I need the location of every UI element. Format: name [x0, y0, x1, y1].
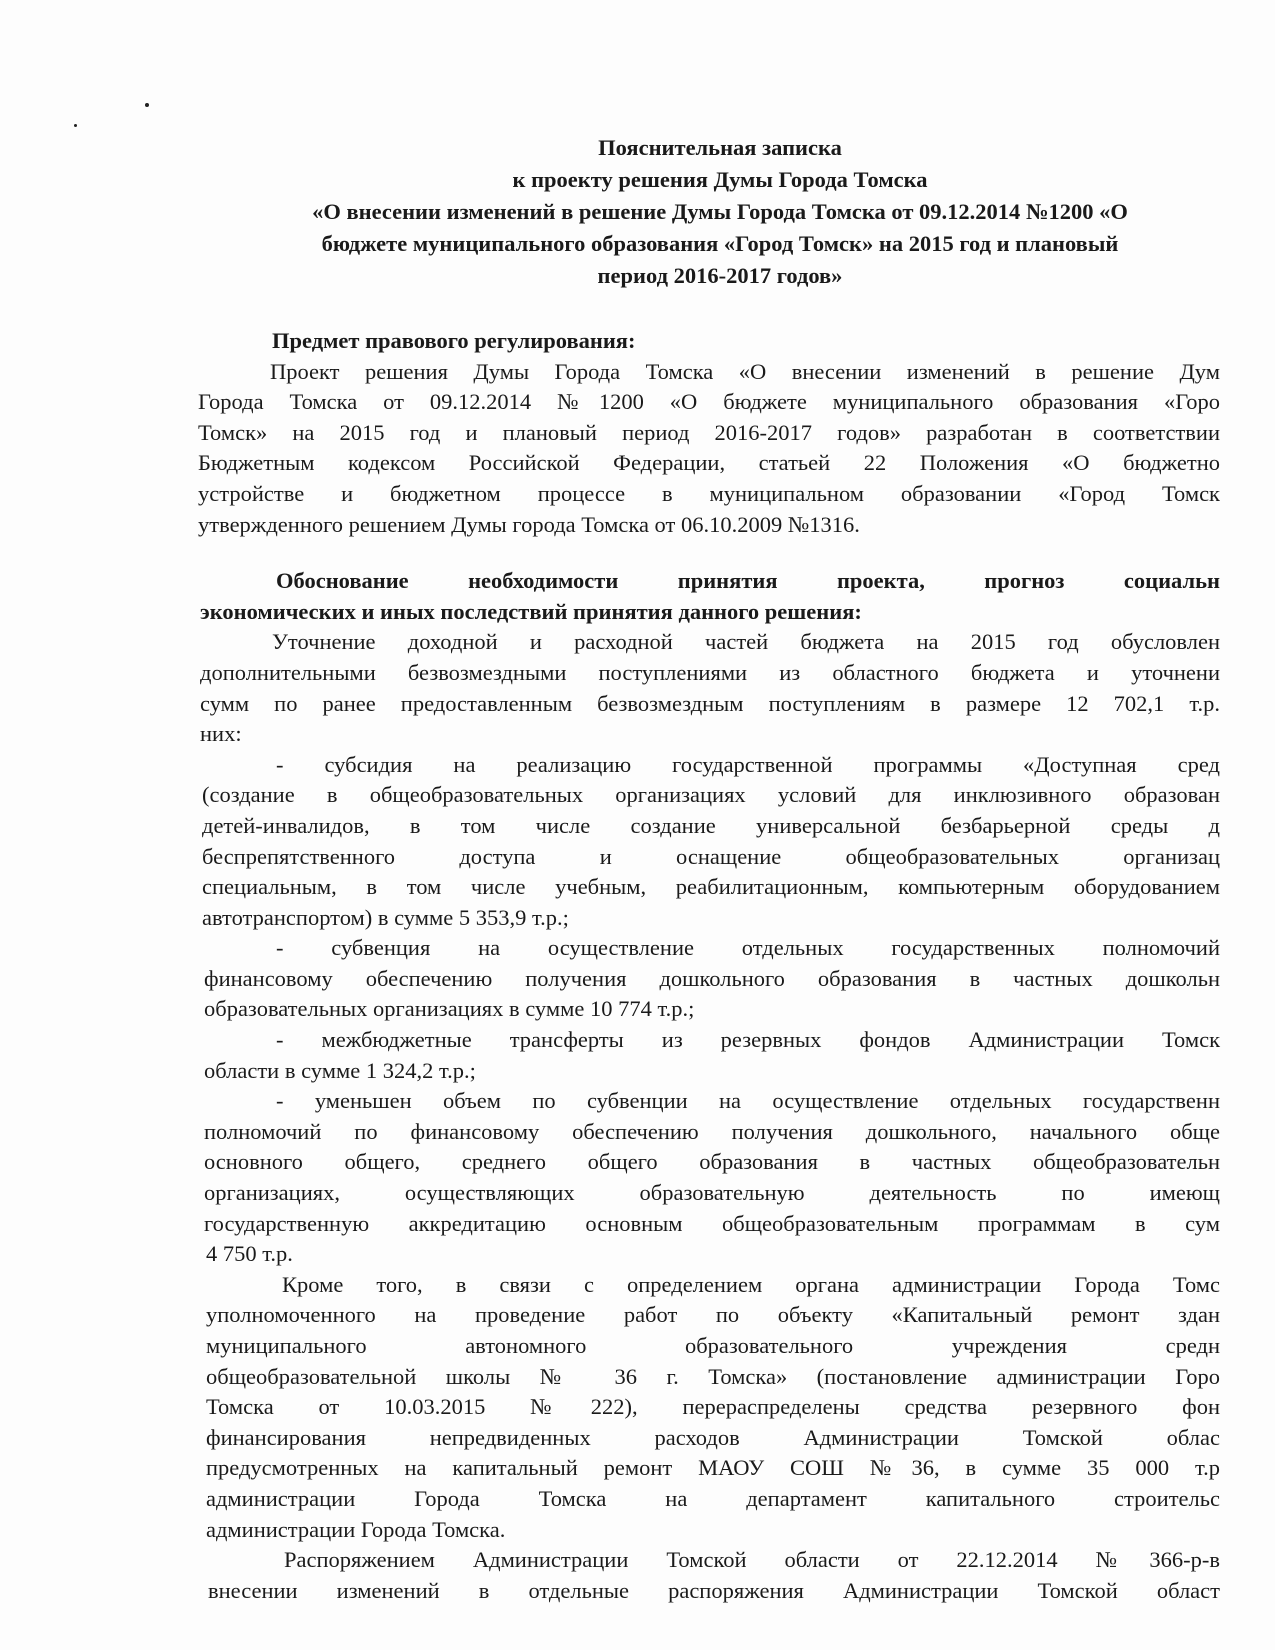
text-line-content: уполномоченного на проведение работ по объекту «Капитальный ремонт здан [206, 1302, 1220, 1328]
text-line [0, 1423, 1275, 1454]
text-line [0, 872, 1275, 903]
text-line [0, 1025, 1275, 1056]
text-line [0, 1086, 1275, 1117]
text-line-content: - субвенция на осуществление отдельных государственных полномочий [276, 935, 1220, 961]
scan-speck [74, 124, 77, 127]
text-line [0, 387, 1275, 418]
title-line: период 2016-2017 годов» [597, 263, 843, 288]
text-line [0, 418, 1275, 449]
text-line-content: полномочий по финансовому обеспечению получения дошкольного, начального обще [204, 1118, 1220, 1144]
section-heading-text: экономических и иных последствий принятия данного решения: [200, 598, 862, 624]
text-line-content: специальным, в том числе учебным, реабилитационным, компьютерным оборудованием [202, 874, 1220, 900]
document-header [160, 132, 1275, 292]
text-line-content: автотранспортом) в сумме 5 353,9 т.р.; [202, 904, 569, 930]
text-line-content: администрации Города Томска. [206, 1516, 506, 1542]
text-line [0, 1300, 1275, 1331]
text-line [0, 842, 1275, 873]
text-line [0, 689, 1275, 720]
text-line [0, 1545, 1275, 1576]
section-heading-text: Обоснование необходимости принятия проекта, прогноз социальн [276, 568, 1220, 594]
text-line [0, 1331, 1275, 1362]
text-line [0, 448, 1275, 479]
text-line-content: - уменьшен объем по субвенции на осуществление отдельных государственн [276, 1088, 1220, 1114]
section-heading-text: Предмет правового регулирования: [272, 328, 636, 353]
text-line-content: предусмотренных на капитальный ремонт МАОУ СОШ №36, в сумме 35 000 т.р [206, 1455, 1220, 1481]
text-line [0, 1576, 1275, 1607]
text-line [0, 933, 1275, 964]
text-line [0, 627, 1275, 658]
text-line [0, 903, 1275, 934]
text-line-content: утвержденного решением Думы города Томска от 06.10.2009 №1316. [198, 511, 860, 537]
text-line-content: дополнительными безвозмездными поступлениями из областного бюджета и уточнени [200, 659, 1220, 685]
text-line-content: образовательных организациях в сумме 10 774 т.р.; [204, 996, 695, 1022]
text-line-content: Уточнение доходной и расходной частей бюджета на 2015 год обусловлен [272, 629, 1220, 655]
text-line [0, 1270, 1275, 1301]
text-line-content: основного общего, среднего общего образования в частных общеобразовательн [204, 1149, 1220, 1175]
text-line-content: Проект решения Думы Города Томска «О внесении изменений в решение Дум [270, 358, 1220, 384]
text-line [0, 1117, 1275, 1148]
text-line [0, 658, 1275, 689]
text-line-content: Бюджетным кодексом Российской Федерации, статьей 22 Положения «О бюджетно [198, 450, 1220, 476]
section-heading [0, 326, 1275, 357]
title-line: Пояснительная записка [598, 135, 842, 160]
scan-speck [145, 103, 149, 107]
text-line [0, 719, 1275, 750]
text-line-content: беспрепятственного доступа и оснащение общеобразовательных организац [202, 843, 1220, 869]
text-line-content: администрации Города Томска на департамент капитального строительс [206, 1485, 1220, 1511]
text-line [0, 1178, 1275, 1209]
text-line [0, 1147, 1275, 1178]
text-line-content: муниципального автономного образовательного учреждения средн [206, 1333, 1220, 1358]
text-line-content: финансирования непредвиденных расходов Администрации Томской облас [206, 1424, 1220, 1450]
text-line [0, 750, 1275, 781]
text-line-content: (создание в общеобразовательных организациях условий для инклюзивного образован [202, 782, 1220, 808]
text-line [0, 964, 1275, 995]
text-line [0, 1362, 1275, 1393]
text-line-content: - межбюджетные трансферты из резервных фондов Администрации Томск [276, 1027, 1220, 1053]
text-line-content: устройстве и бюджетном процессе в муниципальном образовании «Город Томск [198, 480, 1220, 506]
text-line [0, 1239, 1275, 1270]
text-line-content: - субсидия на реализацию государственной программы «Доступная сред [276, 751, 1220, 777]
title-line: «О внесении изменений в решение Думы Города Томска от 09.12.2014 №1200 «О [312, 199, 1128, 224]
text-line [0, 1392, 1275, 1423]
text-line-content: финансовому обеспечению получения дошкольного образования в частных дошкольн [204, 965, 1220, 991]
title-line: бюджете муниципального образования «Город Томск» на 2015 год и плановый [321, 231, 1119, 256]
document-body [0, 326, 1275, 1606]
text-line [0, 994, 1275, 1025]
text-line [0, 1484, 1275, 1515]
text-line [0, 780, 1275, 811]
text-line [0, 811, 1275, 842]
text-line-content: Томска от 10.03.2015 №222), перераспределены средства резервного фон [206, 1394, 1220, 1420]
text-line-content: Распоряжением Администрации Томской области от 22.12.2014 №366-р-в [284, 1547, 1220, 1573]
section-heading [0, 597, 1275, 628]
text-line [0, 1056, 1275, 1087]
text-line-content: сумм по ранее предоставленным безвозмездным поступлениям в размере 12 702,1 т.р. [200, 690, 1220, 716]
text-line-content: Кроме того, в связи с определением органа администрации Города Томс [282, 1271, 1220, 1297]
text-line [0, 479, 1275, 510]
text-line [0, 357, 1275, 388]
text-line [0, 510, 1275, 541]
text-line-content: детей-инвалидов, в том числе создание универсальной безбарьерной среды д [202, 812, 1220, 838]
text-line [0, 1209, 1275, 1240]
text-line-content: общеобразовательной школы № 36 г. Томска» (постановление администрации Горо [206, 1363, 1220, 1389]
text-line [0, 1453, 1275, 1484]
text-line-content: внесении изменений в отдельные распоряжения Администрации Томской област [208, 1577, 1220, 1603]
text-line-content: 4 750 т.р. [206, 1241, 293, 1267]
text-line-content: области в сумме 1 324,2 т.р.; [204, 1057, 476, 1083]
text-line-content: Томск» на 2015 год и плановый период 2016-2017 годов» разработан в соответствии [198, 419, 1220, 445]
section-heading [0, 566, 1275, 597]
title-line: к проекту решения Думы Города Томска [512, 167, 928, 192]
text-line-content: организациях, осуществляющих образовательную деятельность по имеющ [204, 1180, 1220, 1206]
text-line-content: них: [200, 721, 242, 747]
text-line-content: государственную аккредитацию основным общеобразовательным программам в сум [204, 1210, 1220, 1236]
text-line-content: Города Томска от 09.12.2014 №1200 «О бюджете муниципального образования «Горо [198, 389, 1220, 415]
text-line [0, 1515, 1275, 1546]
